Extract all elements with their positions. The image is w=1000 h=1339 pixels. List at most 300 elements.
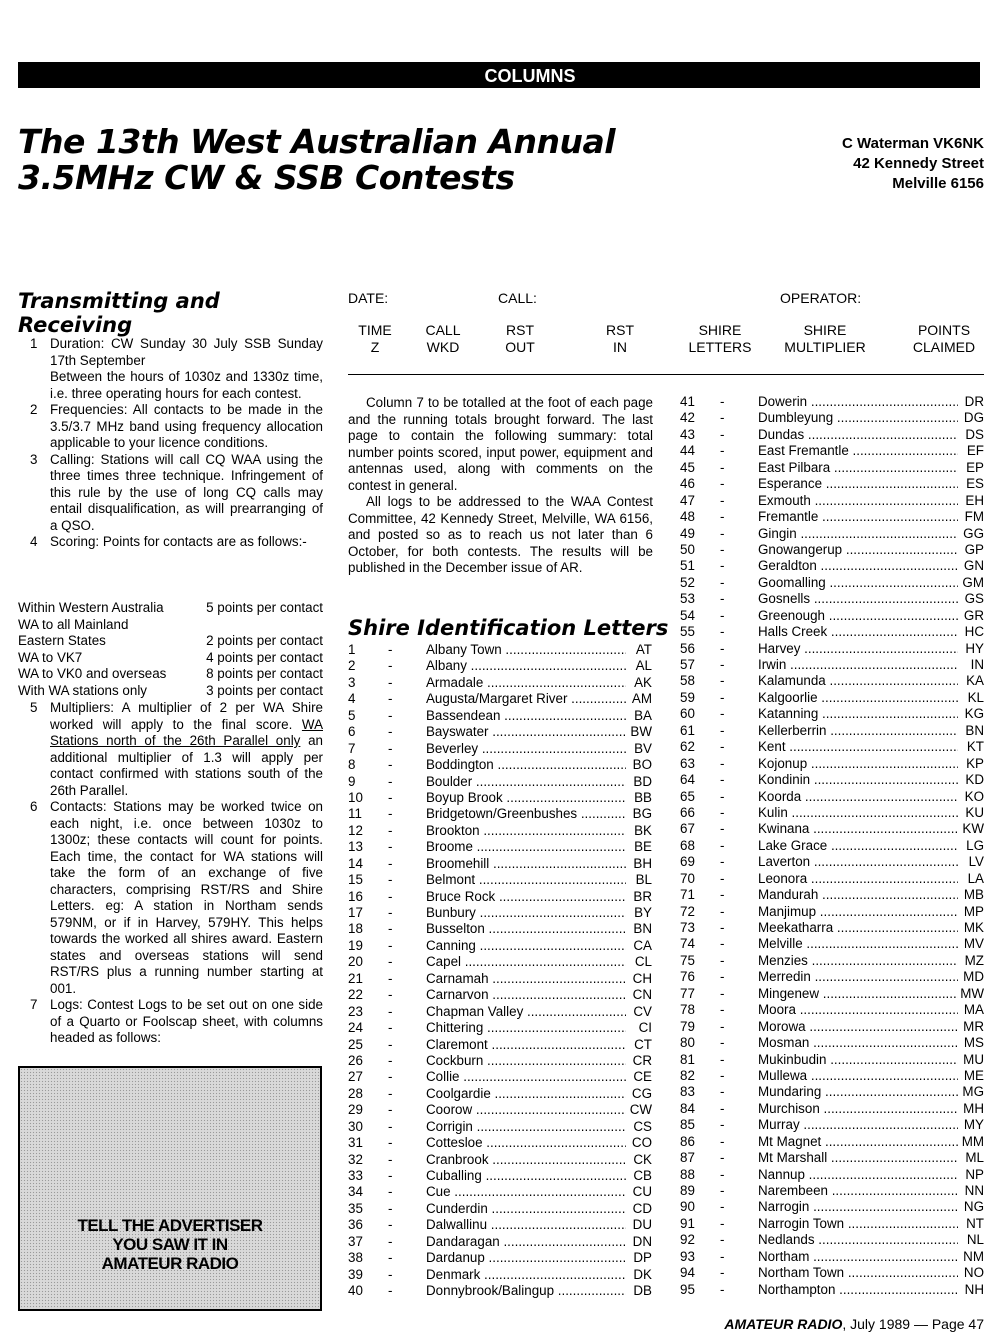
rule-number: 5 bbox=[30, 700, 38, 715]
shire-row bbox=[680, 805, 984, 821]
shire-code: KT bbox=[966, 739, 984, 755]
shire-row bbox=[348, 905, 652, 921]
shire-code: AL bbox=[635, 658, 652, 674]
shire-code: CL bbox=[634, 954, 652, 970]
shire-name: Kulin ..... bbox=[758, 805, 958, 821]
shire-name: Chittering ..... bbox=[426, 1020, 626, 1036]
shire-code: NN bbox=[964, 1183, 984, 1198]
shire-row bbox=[348, 806, 652, 822]
shire-row bbox=[680, 772, 984, 788]
shire-row bbox=[680, 920, 984, 936]
shire-code: NH bbox=[964, 1281, 984, 1297]
shire-code: CK bbox=[633, 1151, 652, 1167]
shire-code: NM bbox=[963, 1248, 984, 1264]
shire-number: 28 bbox=[348, 1085, 363, 1101]
shire-name: Meekatharra ..... bbox=[758, 920, 958, 936]
shire-row bbox=[680, 657, 984, 673]
shire-name: Donnybrook/Balingup ..... bbox=[426, 1283, 626, 1299]
article-title bbox=[18, 124, 718, 196]
shire-code: KG bbox=[964, 706, 984, 722]
shire-number: 73 bbox=[680, 920, 695, 935]
points-table bbox=[18, 600, 323, 699]
column-header-line-1: RST bbox=[606, 322, 634, 338]
shire-dash: - bbox=[720, 887, 725, 903]
shire-number: 33 bbox=[348, 1168, 363, 1183]
shire-number: 3 bbox=[348, 674, 356, 690]
shire-dash: - bbox=[388, 1184, 393, 1200]
shire-dash: - bbox=[388, 789, 393, 805]
rule-text-part: an additional multiplier of 1.3 will apply per contact confirmed with stations south of the 26th Parallel. bbox=[50, 733, 324, 798]
shire-code: IN bbox=[970, 657, 984, 672]
shire-name: Coolgardie ..... bbox=[426, 1086, 626, 1102]
shire-name: Northampton ..... bbox=[758, 1282, 958, 1298]
shire-row bbox=[680, 1101, 984, 1117]
shire-code: NP bbox=[965, 1166, 984, 1182]
shire-dash: - bbox=[388, 1102, 393, 1118]
shire-name: Gosnells ..... bbox=[758, 591, 958, 607]
shire-code: NT bbox=[966, 1215, 984, 1231]
points-label: WA to VK7 bbox=[18, 649, 83, 665]
author-street: 42 Kennedy Street bbox=[853, 155, 984, 172]
shire-number: 85 bbox=[680, 1117, 695, 1133]
shire-dash: - bbox=[720, 509, 725, 525]
shire-name: East Pilbara ..... bbox=[758, 460, 958, 476]
shire-dash: - bbox=[388, 822, 393, 838]
shire-dash: - bbox=[720, 1002, 725, 1018]
shire-dash: - bbox=[720, 410, 725, 426]
shire-number: 37 bbox=[348, 1233, 363, 1249]
shire-number: 92 bbox=[680, 1232, 695, 1248]
points-value: 3 points per contact bbox=[206, 682, 323, 698]
shire-name: Harvey ..... bbox=[758, 641, 958, 657]
points-label: WA to all Mainland bbox=[18, 616, 129, 632]
shire-number: 17 bbox=[348, 905, 363, 920]
shire-dash: - bbox=[720, 459, 725, 475]
rule-text: Scoring: Points for contacts are as follows:- bbox=[50, 534, 307, 549]
shire-name: Albany ..... bbox=[426, 658, 626, 674]
shire-dash: - bbox=[720, 804, 725, 820]
shire-number: 5 bbox=[348, 707, 356, 723]
shire-name: Goomalling ..... bbox=[758, 575, 958, 591]
shire-code: CG bbox=[631, 1085, 652, 1101]
points-label: Within Western Australia bbox=[18, 600, 164, 615]
shire-name: Cockburn ..... bbox=[426, 1053, 626, 1069]
shire-name: Narrogin Town ..... bbox=[758, 1216, 958, 1232]
column-header-line-2: LETTERS bbox=[688, 339, 752, 355]
shire-code: BG bbox=[632, 806, 652, 822]
shire-dash: - bbox=[720, 870, 725, 886]
shire-dash: - bbox=[720, 1232, 725, 1248]
shire-row bbox=[348, 1168, 652, 1184]
footer-magazine: AMATEUR RADIO bbox=[724, 1316, 843, 1332]
shire-code: GM bbox=[962, 574, 984, 590]
shire-name: Augusta/Margaret River ..... bbox=[426, 691, 626, 707]
shire-name: Kwinana ..... bbox=[758, 821, 958, 837]
shire-name: Narrogin ..... bbox=[758, 1199, 958, 1215]
shire-code: LV bbox=[968, 854, 984, 870]
title-line-2: 3.5MHz CW & SSB Contests bbox=[18, 158, 515, 197]
shire-row bbox=[680, 591, 984, 607]
page-footer bbox=[724, 1316, 984, 1332]
shire-dash: - bbox=[720, 426, 725, 442]
shire-code: GN bbox=[963, 558, 984, 574]
shire-number: 7 bbox=[348, 740, 356, 756]
shire-name: Merredin ..... bbox=[758, 969, 958, 985]
rule-item bbox=[18, 452, 323, 535]
shire-name: Kondinin ..... bbox=[758, 772, 958, 788]
shire-row bbox=[348, 691, 652, 707]
shire-number: 58 bbox=[680, 673, 695, 689]
shire-row bbox=[348, 889, 652, 905]
shire-number: 62 bbox=[680, 739, 695, 755]
shire-name: Busselton ..... bbox=[426, 921, 626, 937]
footer-issue: , July 1989 — Page 47 bbox=[842, 1316, 984, 1332]
shire-dash: - bbox=[388, 1266, 393, 1282]
log-column-header bbox=[408, 322, 478, 356]
shire-number: 57 bbox=[680, 657, 695, 672]
shire-name: Armadale ..... bbox=[426, 675, 626, 691]
shire-dash: - bbox=[388, 642, 393, 657]
shire-code: MU bbox=[963, 1051, 984, 1067]
shire-number: 59 bbox=[680, 689, 695, 705]
shire-number: 18 bbox=[348, 921, 363, 937]
shire-name: Canning ..... bbox=[426, 938, 626, 954]
shire-name: Gingin ..... bbox=[758, 526, 958, 542]
shire-row bbox=[348, 757, 652, 773]
shire-name: Mt Marshall ..... bbox=[758, 1150, 958, 1166]
shire-name: Cue ..... bbox=[426, 1184, 626, 1200]
shire-row bbox=[680, 1282, 984, 1298]
shire-number: 65 bbox=[680, 788, 695, 804]
shire-row bbox=[680, 1068, 984, 1084]
shire-number: 6 bbox=[348, 724, 356, 740]
shire-name: Laverton ..... bbox=[758, 854, 958, 870]
shire-name: Boddington ..... bbox=[426, 757, 626, 773]
shire-code: LA bbox=[967, 870, 984, 886]
shire-row bbox=[680, 1084, 984, 1100]
log-column-header bbox=[668, 322, 772, 356]
shire-dash: - bbox=[720, 772, 725, 788]
shire-code: BB bbox=[634, 789, 652, 805]
shire-row bbox=[680, 558, 984, 574]
shire-row bbox=[348, 1086, 652, 1102]
shire-row bbox=[348, 1037, 652, 1053]
rule-number: 3 bbox=[30, 451, 38, 467]
shire-row bbox=[680, 1035, 984, 1051]
shire-code: HY bbox=[965, 640, 984, 656]
shire-code: LG bbox=[966, 837, 984, 853]
shire-dash: - bbox=[388, 937, 393, 953]
column-header-line-2: MULTIPLIER bbox=[784, 339, 866, 355]
shire-row bbox=[680, 739, 984, 755]
shire-row bbox=[680, 723, 984, 739]
shire-name: Kalgoorlie ..... bbox=[758, 690, 958, 706]
shire-name: Carnarvon ..... bbox=[426, 987, 626, 1003]
shire-name: Collie ..... bbox=[426, 1069, 626, 1085]
shire-name: Mullewa ..... bbox=[758, 1068, 958, 1084]
shire-name: Dandaragan ..... bbox=[426, 1234, 626, 1250]
shire-number: 81 bbox=[680, 1051, 695, 1067]
shire-row bbox=[348, 708, 652, 724]
shire-code: DG bbox=[963, 410, 984, 426]
shire-row bbox=[680, 706, 984, 722]
shire-row bbox=[348, 642, 652, 658]
shire-number: 75 bbox=[680, 952, 695, 968]
shire-dash: - bbox=[388, 740, 393, 756]
shire-dash: - bbox=[720, 1067, 725, 1083]
rule-item bbox=[18, 369, 323, 402]
shire-name: Manjimup ..... bbox=[758, 904, 958, 920]
shire-dash: - bbox=[720, 1248, 725, 1264]
shire-code: KU bbox=[965, 804, 984, 820]
shire-name: Cottesloe ..... bbox=[426, 1135, 626, 1151]
shire-number: 82 bbox=[680, 1067, 695, 1083]
shire-dash: - bbox=[388, 1036, 393, 1052]
shire-code: BD bbox=[633, 773, 652, 789]
shire-name: Northam ..... bbox=[758, 1249, 958, 1265]
log-date-label: DATE: bbox=[348, 290, 389, 306]
rule-number: 1 bbox=[30, 336, 38, 351]
shire-code: BL bbox=[635, 872, 652, 888]
shire-name: Exmouth ..... bbox=[758, 493, 958, 509]
shire-row bbox=[680, 1002, 984, 1018]
shire-dash: - bbox=[720, 525, 725, 541]
shire-number: 88 bbox=[680, 1166, 695, 1182]
shire-number: 45 bbox=[680, 459, 695, 475]
shire-dash: - bbox=[720, 739, 725, 755]
rule-item bbox=[18, 402, 323, 452]
log-column-header bbox=[766, 322, 884, 356]
shire-code: CW bbox=[629, 1102, 652, 1118]
shire-name: Kojonup ..... bbox=[758, 756, 958, 772]
shire-code: MD bbox=[963, 969, 984, 985]
shire-name: Halls Creek ..... bbox=[758, 624, 958, 640]
shire-row bbox=[680, 1232, 984, 1248]
shire-number: 14 bbox=[348, 855, 363, 871]
shire-row bbox=[680, 1052, 984, 1068]
shire-number: 46 bbox=[680, 476, 695, 492]
shire-name: Mundaring ..... bbox=[758, 1084, 958, 1100]
shire-name: Bridgetown/Greenbushes ..... bbox=[426, 806, 626, 822]
rule-text: Between the hours of 1030z and 1330z time, i.e. three operating hours for each contest. bbox=[50, 369, 323, 401]
shire-row bbox=[680, 673, 984, 689]
shire-number: 77 bbox=[680, 985, 695, 1001]
shire-number: 41 bbox=[680, 394, 695, 409]
rule-item bbox=[18, 799, 323, 997]
shire-name: Dowerin ..... bbox=[758, 394, 958, 410]
column-header-line-1: TIME bbox=[358, 322, 392, 338]
shire-code: MP bbox=[963, 903, 984, 919]
shire-code: AT bbox=[635, 642, 652, 657]
rule-number: 7 bbox=[30, 997, 38, 1012]
shire-number: 74 bbox=[680, 936, 695, 952]
shire-number: 91 bbox=[680, 1215, 695, 1231]
shire-row bbox=[348, 1283, 652, 1299]
shire-row bbox=[680, 575, 984, 591]
shire-code: CA bbox=[633, 937, 652, 953]
rule-text bbox=[50, 700, 323, 799]
shire-row bbox=[680, 1265, 984, 1281]
shire-code: AK bbox=[634, 674, 652, 690]
shire-code: DB bbox=[633, 1283, 652, 1299]
shire-name: Coorow ..... bbox=[426, 1102, 626, 1118]
shire-dash: - bbox=[388, 954, 393, 970]
shire-code: NO bbox=[963, 1265, 984, 1281]
rule-text: Calling: Stations will call CQ WAA using the three times three technique. Infringement of this rule by the use of long CQ calls may entail disqualification, as will prearranging of a QSO. bbox=[50, 451, 323, 533]
shire-row bbox=[348, 1267, 652, 1283]
shire-row bbox=[680, 509, 984, 525]
shire-code: CR bbox=[632, 1052, 652, 1068]
shire-number: 51 bbox=[680, 558, 695, 574]
section-heading-line-1: Transmitting and bbox=[18, 289, 220, 313]
shire-dash: - bbox=[720, 476, 725, 492]
shire-name: Greenough ..... bbox=[758, 608, 958, 624]
shire-row bbox=[680, 1199, 984, 1215]
shire-code: BN bbox=[965, 722, 984, 738]
shire-code: MB bbox=[963, 887, 984, 903]
points-row bbox=[18, 650, 323, 667]
shire-row bbox=[680, 756, 984, 772]
shire-code: BA bbox=[634, 707, 652, 723]
shire-name: Murray ..... bbox=[758, 1117, 958, 1133]
shire-dash: - bbox=[720, 1035, 725, 1051]
points-row bbox=[18, 683, 323, 700]
shire-row bbox=[680, 969, 984, 985]
shire-row bbox=[680, 493, 984, 509]
shire-row bbox=[348, 987, 652, 1003]
shire-name: Bassendean ..... bbox=[426, 708, 626, 724]
shire-row bbox=[680, 608, 984, 624]
shire-number: 10 bbox=[348, 789, 363, 805]
shire-row bbox=[680, 542, 984, 558]
shire-name: Broome ..... bbox=[426, 839, 626, 855]
shire-number: 67 bbox=[680, 821, 695, 837]
shire-number: 20 bbox=[348, 954, 363, 970]
shire-name: Narembeen ..... bbox=[758, 1183, 958, 1199]
shire-code: DP bbox=[633, 1250, 652, 1266]
shire-number: 80 bbox=[680, 1035, 695, 1051]
points-value: 8 points per contact bbox=[206, 666, 323, 681]
shire-row bbox=[680, 410, 984, 426]
author-name: C Waterman VK6NK bbox=[842, 135, 984, 152]
shire-row bbox=[680, 887, 984, 903]
shire-number: 40 bbox=[348, 1283, 363, 1299]
shire-number: 22 bbox=[348, 987, 363, 1003]
shire-row bbox=[680, 821, 984, 837]
shire-name: Chapman Valley ..... bbox=[426, 1004, 626, 1020]
shire-number: 31 bbox=[348, 1135, 363, 1151]
shire-code: EH bbox=[965, 492, 984, 508]
rule-item bbox=[18, 700, 323, 799]
shire-row bbox=[348, 839, 652, 855]
shire-code: CU bbox=[632, 1184, 652, 1200]
shire-number: 87 bbox=[680, 1150, 695, 1166]
shire-code: KO bbox=[964, 788, 984, 804]
rule-number: 4 bbox=[30, 534, 38, 549]
shire-row bbox=[680, 1019, 984, 1035]
shire-number: 78 bbox=[680, 1002, 695, 1018]
shire-dash: - bbox=[720, 755, 725, 771]
shire-number: 60 bbox=[680, 706, 695, 722]
column-header-line-2: Z bbox=[370, 339, 380, 355]
shire-number: 70 bbox=[680, 870, 695, 886]
shire-number: 36 bbox=[348, 1217, 363, 1233]
shire-code: ME bbox=[963, 1067, 984, 1083]
shire-list-left bbox=[348, 642, 652, 1300]
log-instructions bbox=[348, 395, 653, 577]
shire-name: Nannup ..... bbox=[758, 1167, 958, 1183]
shire-code: BK bbox=[634, 822, 652, 838]
shire-dash: - bbox=[720, 492, 725, 508]
shire-name: Mingenew ..... bbox=[758, 986, 958, 1002]
shire-name: Esperance ..... bbox=[758, 476, 958, 492]
shire-number: 95 bbox=[680, 1281, 695, 1297]
shire-number: 12 bbox=[348, 822, 363, 838]
shire-code: BY bbox=[634, 905, 652, 920]
shire-dash: - bbox=[388, 724, 393, 740]
shire-row bbox=[348, 954, 652, 970]
column-header-line-1: SHIRE bbox=[698, 322, 742, 338]
rule-text: Logs: Contest Logs to be set out on one side of a Quarto or Foolscap sheet, with columns headed as follows: bbox=[50, 997, 323, 1045]
shire-number: 16 bbox=[348, 888, 363, 904]
shire-row bbox=[680, 1167, 984, 1183]
shire-row bbox=[680, 394, 984, 410]
shire-dash: - bbox=[720, 1166, 725, 1182]
shire-dash: - bbox=[720, 574, 725, 590]
rule-text: Frequencies: All contacts to be made in the 3.5/3.7 MHz band using frequency allocation applicable to your licence conditions. bbox=[50, 402, 323, 450]
shire-dash: - bbox=[720, 591, 725, 607]
shire-name: Denmark ..... bbox=[426, 1267, 626, 1283]
author-block bbox=[842, 134, 984, 194]
shire-number: 56 bbox=[680, 640, 695, 656]
shire-code: NL bbox=[966, 1232, 984, 1248]
shire-number: 68 bbox=[680, 837, 695, 853]
shire-code: MR bbox=[963, 1018, 984, 1034]
shire-code: GS bbox=[964, 591, 984, 607]
shire-number: 8 bbox=[348, 757, 356, 773]
shire-row bbox=[348, 790, 652, 806]
shire-dash: - bbox=[388, 888, 393, 904]
shire-number: 13 bbox=[348, 839, 363, 855]
shire-row bbox=[348, 938, 652, 954]
shire-row bbox=[680, 624, 984, 640]
shire-name: Belmont ..... bbox=[426, 872, 626, 888]
ad-line-1: TELL THE ADVERTISER bbox=[77, 1216, 263, 1235]
shire-number: 71 bbox=[680, 887, 695, 903]
log-column-header bbox=[580, 322, 660, 356]
shire-dash: - bbox=[388, 921, 393, 937]
shire-number: 61 bbox=[680, 722, 695, 738]
shire-name: East Fremantle ..... bbox=[758, 443, 958, 459]
shire-row bbox=[680, 443, 984, 459]
shire-row bbox=[680, 690, 984, 706]
shire-code: GR bbox=[963, 607, 984, 623]
shire-name: Murchison ..... bbox=[758, 1101, 958, 1117]
shire-dash: - bbox=[388, 1250, 393, 1266]
shire-number: 29 bbox=[348, 1102, 363, 1118]
rule-item bbox=[18, 534, 323, 551]
shire-name: Bayswater ..... bbox=[426, 724, 626, 740]
shire-name: Mukinbudin ..... bbox=[758, 1052, 958, 1068]
shire-number: 21 bbox=[348, 970, 363, 986]
shire-dash: - bbox=[720, 689, 725, 705]
shire-dash: - bbox=[720, 1117, 725, 1133]
rule-number: 2 bbox=[30, 402, 38, 417]
shire-name: Dardanup ..... bbox=[426, 1250, 626, 1266]
shire-code: CV bbox=[633, 1003, 652, 1019]
shire-dash: - bbox=[388, 691, 393, 707]
log-column-header bbox=[896, 322, 992, 356]
